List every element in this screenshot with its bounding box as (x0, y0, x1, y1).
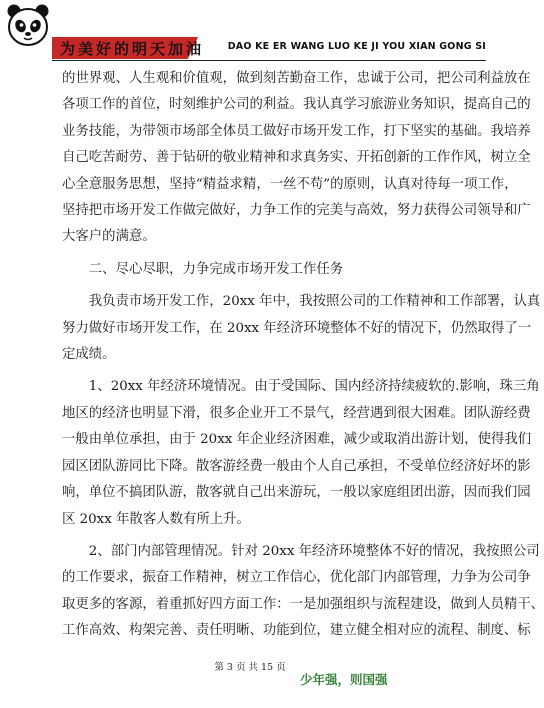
paragraph (62, 374, 540, 532)
panda-logo-icon (6, 2, 50, 50)
text-line: 业务技能，为带领市场部全体员工做好市场开发工作，打下坚实的基础。我培养 (62, 123, 531, 139)
text-line: 的世界观、人生观和价值观，做到刻苦勤奋工作，忠诚于公司，把公司利益放在 (62, 71, 531, 86)
section-heading (62, 257, 470, 283)
text-line: 取更多的客源，着重抓好四方面工作：一是加强组织与流程建设，做到人员精干、 (62, 596, 544, 612)
text-line: 定成绩。 (62, 347, 116, 363)
header-divider (52, 60, 486, 61)
text-line: 2、部门内部管理情况。针对 20xx 年经济环境整体不好的情况，我按照公司 (62, 543, 540, 559)
text-line: 大客户的满意。 (62, 229, 156, 245)
text-line: 坚持把市场开发工作做完做好，力争工作的完美与高效，努力获得公司领导和广 (62, 203, 531, 219)
paragraph (62, 66, 531, 251)
footer-slogan: 少年强，则国强 (300, 672, 388, 687)
paragraph (62, 539, 544, 645)
header-banner-text: 为美好的明天加油 (60, 40, 205, 58)
text-line: 地区的经济也明显下滑，很多企业开工不景气，经营遇到很大困难。团队游经费 (62, 405, 531, 421)
page-number: 第 3 页 共 15 页 (214, 662, 286, 673)
text-line: 努力做好市场开发工作，在 20xx 年经济环境整体不好的情况下，仍然取得了一 (62, 320, 532, 336)
text-line: 自己吃苦耐劳、善于钻研的敬业精神和求真务实、开拓创新的工作作风，树立全 (62, 150, 531, 166)
text-line: 二、尽心尽职，力争完成市场开发工作任务 (62, 261, 344, 277)
text-line: 园区团队游同比下降。散客游经费一般由个人自己承担，不受单位经济好坏的影 (62, 458, 531, 474)
text-line: 区 20xx 年散客人数有所上升。 (62, 511, 250, 527)
document-body (62, 66, 544, 651)
text-line: 各项工作的首位，时刻维护公司的利益。我认真学习旅游业务知识，提高自己的 (62, 97, 531, 113)
text-line: 我负责市场开发工作，20xx 年中，我按照公司的工作精神和工作部署，认真 (62, 294, 541, 310)
text-line: 一般由单位承担，由于 20xx 年企业经济困难，减少或取消出游计划，使得我们 (62, 432, 532, 448)
company-name-pinyin: DAO KE ER WANG LUO KE JI YOU XIAN GONG SI (227, 41, 486, 52)
text-line: 1、20xx 年经济环境情况。由于受国际、国内经济持续疲软的.影响，珠三角 (62, 379, 540, 395)
paragraph (62, 289, 541, 368)
text-line: 工作高效、构架完善、责任明晰、功能到位，建立健全相对应的流程、制度、标 (62, 623, 531, 639)
text-line: 的工作要求，振奋工作精神，树立工作信心，优化部门内部管理，力争为公司争 (62, 570, 531, 586)
text-line: 响，单位不搞团队游，散客就自己出来游玩，一般以家庭组团出游，因而我们园 (62, 485, 531, 501)
text-line: 心全意服务思想，坚持“精益求精，一丝不苟”的原则，认真对待每一项工作， (62, 176, 518, 192)
